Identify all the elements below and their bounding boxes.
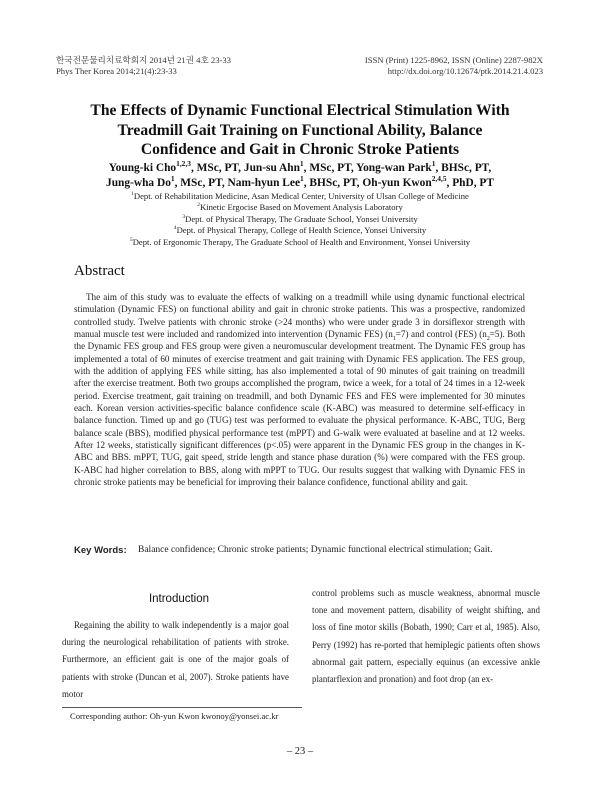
affiliation xyxy=(60,214,540,225)
issn-line: ISSN (Print) 1225-8962, ISSN (Online) 2287-982X xyxy=(364,55,543,65)
title-line-1: The Effects of Dynamic Functional Electrical Stimulation With xyxy=(90,102,510,119)
keywords xyxy=(74,544,525,557)
author-list xyxy=(60,161,540,190)
author-degree: , BHSc, PT, xyxy=(435,162,492,174)
abstract-body xyxy=(74,291,525,489)
introduction-heading: Introduction xyxy=(148,593,210,605)
affiliation xyxy=(60,225,540,236)
article-title xyxy=(60,101,540,160)
author-degree: , MSc, PT, xyxy=(190,162,244,174)
affiliation-text: Kinetic Ergocise Based on Movement Analysis Laboratory xyxy=(200,202,403,213)
abstract-text: =5). Both the Dynamic FES group and FES group were given a neuromuscular development treatment. The Dynamic FES group has implemented a total of 60 minutes of exercise treatment and gait training with Dynamic FES application. The FES group, with the addition of applying FES while sitting, has also implemented a total of 90 minutes of gait training on treadmill after the exercise treatment. Both two groups accomplished the program, twice a week, for a total of 24 times in a 12-week period. Exercise treatment, gait training on treadmill, and both Dynamic FES and FES were implemented for 30 minutes each. Korean version activities-specific balance confidence scale (K-ABC) was measured to determine self-efficacy in balance function. Timed up and go (TUG) test was performed to evaluate the physical performance. K-ABC, TUG, Berg balance scale (BBS), modified physical performance test (mPPT) and G-walk were evaluated at baseline and at 12 weeks. After 12 weeks, statistically significant differences (p<.05) were apparent in the Dynamic FES group in the changes in K-ABC and BBS. mPPT, TUG, gait speed, stride length and stance phase duration (%) were compared with the FES group. K-ABC had higher correlation to BBS, along with mPPT to TUG. Our results suggest that walking with Dynamic FES in chronic stroke patients may be beneficial for improving their balance confidence, functional ability and gait. xyxy=(74,329,525,488)
author-name: Jun-su Ahn xyxy=(243,162,300,174)
affiliation xyxy=(60,237,540,248)
affiliation-list xyxy=(60,191,540,248)
affiliation xyxy=(60,202,540,213)
affiliation-text: Dept. of Physical Therapy, The Graduate School, Yonsei University xyxy=(185,213,418,224)
affiliation-sup: 5 xyxy=(129,236,133,243)
author-degree: , MSc, PT, xyxy=(303,162,357,174)
affiliation-text: Dept. of Ergonomic Therapy, The Graduate School of Health and Environment, Yonsei University xyxy=(132,236,471,247)
abstract-text: =7) and control (FES) (n xyxy=(395,329,487,340)
affiliation-sup: 3 xyxy=(182,213,186,220)
author-affil-sup: 2,4,5 xyxy=(431,173,447,183)
abstract-heading: Abstract xyxy=(74,263,125,279)
doi-link[interactable]: http://dx.doi.org/10.12674/ptk.2014.21.4.023 xyxy=(387,66,543,76)
author-name: Yong-wan Park xyxy=(356,162,432,174)
author-affil-sup: 1 xyxy=(300,173,304,183)
title-line-3: Confidence and Gait in Chronic Stroke Patients xyxy=(140,141,460,158)
affiliation-sup: 2 xyxy=(197,202,201,209)
author-degree: , BHSc, PT, xyxy=(303,176,363,189)
abstract-subscript: 2 xyxy=(486,335,490,342)
corresponding-author-footnote: Corresponding author: Oh-yun Kwon kwonoy@yonsei.ac.kr xyxy=(70,711,279,721)
journal-korean-citation: 한국전문물리치료학회지 2014년 21권 4호 23-33 xyxy=(56,55,231,65)
author-affil-sup: 1 xyxy=(299,159,304,169)
affiliation-text: Dept. of Physical Therapy, College of Health Science, Yonsei University xyxy=(176,225,427,236)
abstract-subscript: 1 xyxy=(392,335,396,342)
author-name: Young-ki Cho xyxy=(108,162,177,174)
author-name: Jung-wha Do xyxy=(106,176,171,189)
journal-header-left xyxy=(56,55,231,77)
author-affil-sup: 1 xyxy=(431,159,436,169)
author-degree: , MSc, PT, xyxy=(174,176,228,189)
page-number: – 23 – xyxy=(286,746,314,757)
journal-citation: Phys Ther Korea 2014;21(4):23-33 xyxy=(56,66,177,76)
introduction-left-column: Regaining the ability to walk independently is a major goal during the neurological rehabilitation of patients with stroke. Furthermore, an efficient gait is one of the major goals of patients with stroke (Duncan et al, 2007). Stroke patients have motor xyxy=(62,620,289,699)
keywords-label: Key Words: xyxy=(74,545,127,556)
abstract-text: The aim of this study was to evaluate the effects of walking on a treadmill while using dynamic functional electrical stimulation (Dynamic FES) on functional ability and gait in chronic stroke patients. This was a prospective, randomized controlled study. Twelve patients with chronic stroke (>24 months) who were under grade 3 in dorsiflexor strength with manual muscle test were included and randomized into intervention (Dynamic FES) (n xyxy=(74,292,525,340)
author-name: Nam-hyun Lee xyxy=(227,176,301,189)
journal-header-right xyxy=(365,55,543,77)
author-degree: , PhD, PT xyxy=(446,176,494,189)
keywords-text: Balance confidence; Chronic stroke patients; Dynamic functional electrical stimulation; Gait. xyxy=(138,545,493,555)
author-affil-sup: 1,2,3 xyxy=(176,159,191,169)
title-line-2: Treadmill Gait Training on Functional Ability, Balance xyxy=(117,121,483,139)
author-line-2 xyxy=(60,173,540,191)
introduction-right-column: control problems such as muscle weakness, abnormal muscle tone and movement pattern, disability of weight shifting, and loss of fine motor skills (Bobath, 1990; Carr et al, 1985). Also, Perry (1992) has re-ported that hemiplegic patients often shows abnormal gait pattern, especially equinus (an excessive ankle plantarflexion and pronation) and foot drop (an ex- xyxy=(312,588,540,685)
affiliation-text: Dept. of Rehabilitation Medicine, Asan Medical Center, University of Ulsan College of Medicine xyxy=(133,191,469,201)
affiliation-sup: 1 xyxy=(131,191,134,198)
author-name: Oh-yun Kwon xyxy=(362,176,432,189)
affiliation-sup: 4 xyxy=(173,225,177,232)
author-affil-sup: 1 xyxy=(170,173,175,183)
footnote-divider xyxy=(62,707,302,708)
affiliation xyxy=(60,191,540,202)
